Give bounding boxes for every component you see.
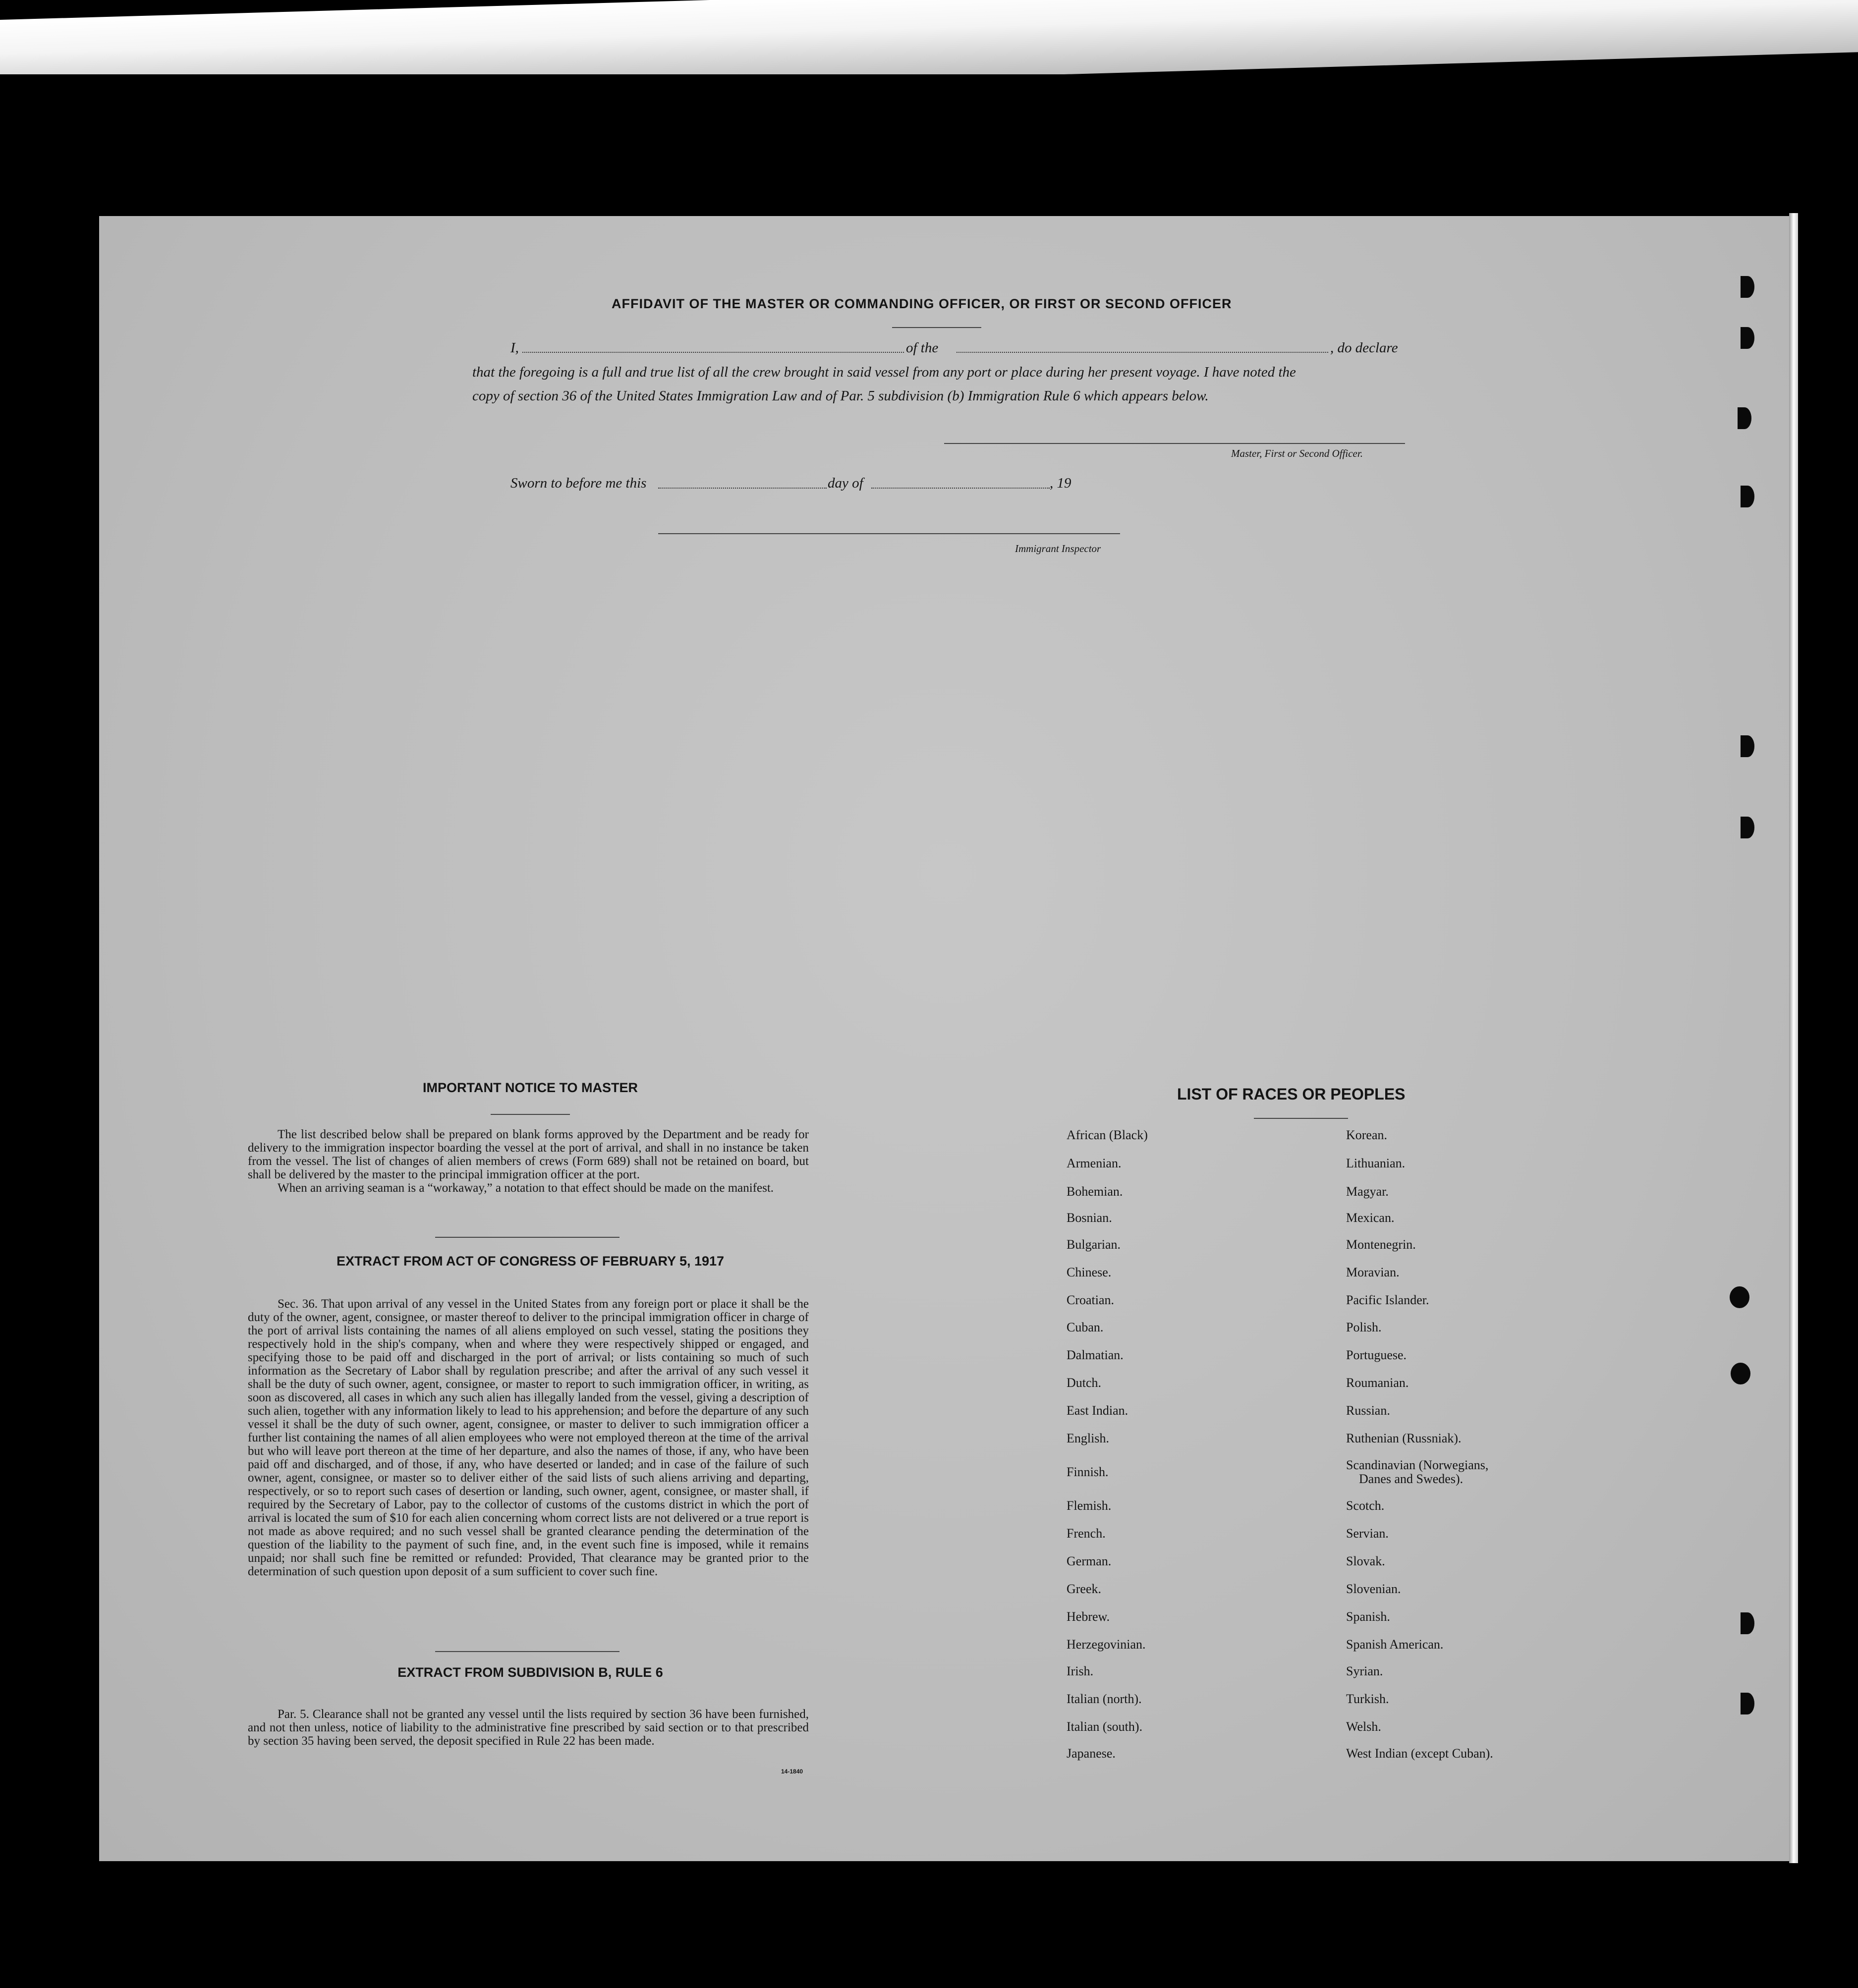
- race-item-right-20: Syrian.: [1346, 1664, 1383, 1678]
- punch-hole-icon: [1738, 407, 1751, 429]
- race-item-left-16: German.: [1067, 1554, 1112, 1568]
- race-item-right-16: Slovak.: [1346, 1554, 1385, 1568]
- sworn-day-of: day of: [828, 475, 863, 491]
- race-item-left-2: Armenian.: [1067, 1156, 1122, 1170]
- punch-hole-icon: [1741, 735, 1754, 757]
- sworn-year: , 19: [1050, 475, 1071, 491]
- race-item-left-5: Bulgarian.: [1067, 1237, 1121, 1252]
- punch-hole-icon: [1741, 276, 1754, 298]
- race-item-left-8: Cuban.: [1067, 1320, 1104, 1334]
- rule-text: [248, 1708, 809, 1748]
- race-item-left-17: Greek.: [1067, 1582, 1102, 1596]
- inspector-signature-line[interactable]: [658, 533, 1120, 534]
- punch-hole-icon: [1731, 1363, 1750, 1384]
- punch-hole-icon: [1730, 1286, 1749, 1308]
- race-item-right-13: Scandinavian (Norwegians,: [1346, 1458, 1489, 1472]
- races-divider: [1254, 1118, 1348, 1119]
- race-item-left-1: African (Black): [1067, 1128, 1148, 1142]
- sworn-day-field[interactable]: [658, 488, 827, 489]
- race-item-left-13: Finnish.: [1067, 1465, 1109, 1479]
- page-edge: [1789, 213, 1798, 1863]
- act-text: [248, 1297, 809, 1578]
- race-item-left-11: East Indian.: [1067, 1403, 1128, 1418]
- race-item-right-3: Magyar.: [1346, 1184, 1389, 1199]
- race-item-left-9: Dalmatian.: [1067, 1348, 1124, 1362]
- race-item-right-15: Servian.: [1346, 1526, 1389, 1541]
- race-item-right-17: Slovenian.: [1346, 1582, 1401, 1596]
- races-heading: LIST OF RACES OR PEOPLES: [1177, 1085, 1406, 1103]
- affidavit-title: AFFIDAVIT OF THE MASTER OR COMMANDING OFFICER, OR FIRST OR SECOND OFFICER: [612, 296, 1232, 311]
- officer-name-field[interactable]: [522, 352, 904, 353]
- master-signature-line[interactable]: [944, 443, 1405, 444]
- act-divider: [435, 1237, 619, 1238]
- race-item-left-22: Italian (south).: [1067, 1719, 1143, 1734]
- notice-heading: IMPORTANT NOTICE TO MASTER: [423, 1080, 638, 1095]
- punch-hole-icon: [1741, 327, 1754, 349]
- race-item-right-2: Lithuanian.: [1346, 1156, 1406, 1170]
- race-item-right-7: Pacific Islander.: [1346, 1293, 1429, 1307]
- race-item-right-10: Roumanian.: [1346, 1376, 1409, 1390]
- notice-paragraph-2: When an arriving seaman is a “workaway,” a notation to that effect should be made on the manifest.: [278, 1181, 774, 1195]
- form-page: [99, 216, 1794, 1861]
- form-number: 14-1840: [781, 1768, 803, 1775]
- notice-divider: [491, 1114, 570, 1115]
- race-item-right-21: Turkish.: [1346, 1692, 1389, 1706]
- race-item-right-1: Korean.: [1346, 1128, 1388, 1142]
- race-item-left-20: Irish.: [1067, 1664, 1094, 1678]
- race-item-right-13-continuation: Danes and Swedes).: [1359, 1472, 1464, 1486]
- affidavit-line3: copy of section 36 of the United States Immigration Law and of Par. 5 subdivision (b) Immigration Rule 6 which appears below.: [472, 388, 1209, 404]
- rule-heading: EXTRACT FROM SUBDIVISION B, RULE 6: [397, 1665, 663, 1680]
- sworn-month-field[interactable]: [871, 488, 1050, 489]
- race-item-left-14: Flemish.: [1067, 1498, 1112, 1513]
- vessel-name-field[interactable]: [957, 352, 1328, 353]
- notice-text: [248, 1128, 809, 1195]
- race-item-right-11: Russian.: [1346, 1403, 1390, 1418]
- scan-background: [0, 74, 1858, 119]
- affidavit-line2: that the foregoing is a full and true list of all the crew brought in said vessel from any port or place during her present voyage. I have noted the: [472, 364, 1296, 380]
- race-item-right-23: West Indian (except Cuban).: [1346, 1746, 1493, 1761]
- master-signature-label: Master, First or Second Officer.: [1231, 447, 1363, 459]
- act-heading: EXTRACT FROM ACT OF CONGRESS OF FEBRUARY 5, 1917: [336, 1254, 725, 1269]
- inspector-label: Immigrant Inspector: [1015, 543, 1101, 554]
- race-item-right-19: Spanish American.: [1346, 1637, 1444, 1652]
- race-item-right-12: Ruthenian (Russniak).: [1346, 1431, 1462, 1445]
- race-item-left-23: Japanese.: [1067, 1746, 1116, 1761]
- race-item-left-12: English.: [1067, 1431, 1109, 1445]
- race-item-right-14: Scotch.: [1346, 1498, 1385, 1513]
- race-item-left-6: Chinese.: [1067, 1265, 1112, 1279]
- race-item-left-7: Croatian.: [1067, 1293, 1115, 1307]
- race-item-left-21: Italian (north).: [1067, 1692, 1142, 1706]
- affidavit-line1-do-declare: , do declare: [1330, 340, 1398, 356]
- notice-paragraph-1: The list described below shall be prepared on blank forms approved by the Department and be ready for delivery to the immigration inspector boarding the vessel at the port of arrival, and shall in no instance be taken from the vessel. The list of changes of alien members of crews (Form 689) shall not be retained on board, but shall be delivered by the master to the principal immigration officer at the port.: [248, 1128, 809, 1181]
- race-item-left-10: Dutch.: [1067, 1376, 1102, 1390]
- race-item-right-9: Portuguese.: [1346, 1348, 1407, 1362]
- race-item-left-4: Bosnian.: [1067, 1211, 1112, 1225]
- affidavit-line1-i: I,: [510, 340, 519, 356]
- race-item-right-5: Montenegrin.: [1346, 1237, 1416, 1252]
- race-item-right-18: Spanish.: [1346, 1609, 1390, 1624]
- sworn-prefix: Sworn to before me this: [510, 475, 647, 491]
- title-divider: [892, 327, 981, 328]
- punch-hole-icon: [1741, 486, 1754, 507]
- race-item-left-19: Herzegovinian.: [1067, 1637, 1146, 1652]
- race-item-left-15: French.: [1067, 1526, 1106, 1541]
- race-item-right-6: Moravian.: [1346, 1265, 1400, 1279]
- race-item-right-22: Welsh.: [1346, 1719, 1381, 1734]
- affidavit-line1-of-the: of the: [906, 340, 939, 356]
- punch-hole-icon: [1741, 1612, 1754, 1634]
- race-item-right-4: Mexican.: [1346, 1211, 1395, 1225]
- punch-hole-icon: [1741, 1693, 1754, 1714]
- race-item-left-18: Hebrew.: [1067, 1609, 1110, 1624]
- rule-divider: [435, 1651, 619, 1652]
- rule-paragraph-5: Par. 5. Clearance shall not be granted any vessel until the lists required by section 36 have been furnished, and not then unless, notice of liability to the administrative fine prescribed by said section or to that prescribed by section 35 having been served, the deposit specified in Rule 22 has been made.: [248, 1708, 809, 1748]
- act-section-36: Sec. 36. That upon arrival of any vessel in the United States from any foreign port or place it shall be the duty of the owner, agent, consignee, or master thereof to deliver to the principal immigration officer in charge of the port of arrival lists containing the names of all aliens employed on such vessel, stating the positions they respectively hold in the ship's company, when and where they were respectively shipped or engaged, and specifying those to be paid off and discharged in the port of arrival; or lists containing so much of such information as the Secretary of Labor shall by regulation prescribe; and after the arrival of any such vessel it shall be the duty of such owner, agent, consignee, or master to report to such immigration officer, in writing, as soon as discovered, all cases in which any such alien has illegally landed from the vessel, giving a description of such alien, together with any information likely to lead to his apprehension; and before the departure of any such vessel it shall be the duty of such owner, agent, consignee, or master to deliver to such immigration officer a further list containing the names of all alien employees who were not employed thereon at the time of the arrival but who will leave port thereon at the time of her departure, and also the names of those, if any, who have been paid off and discharged, and of those, if any, who have deserted or landed; and in case of the failure of such owner, agent, consignee, or master so to deliver either of the said lists of such aliens arriving and departing, respectively, or so to report such cases of desertion or landing, such owner, agent, consignee, or master shall, if required by the Secretary of Labor, pay to the collector of customs of the customs district in which the port of arrival is located the sum of $10 for each alien concerning whom correct lists are not delivered or a true report is not made as above required; and no such vessel shall be granted clearance pending the determination of the question of the liability to the payment of such fine, and, in the event such fine is imposed, while it remains unpaid; nor shall such fine be remitted or refunded: Provided, That clearance may be granted prior to the determination of such question upon deposit of a sum sufficient to cover such fine.: [248, 1297, 809, 1578]
- race-item-right-8: Polish.: [1346, 1320, 1382, 1334]
- punch-hole-icon: [1741, 817, 1754, 838]
- race-item-left-3: Bohemian.: [1067, 1184, 1123, 1199]
